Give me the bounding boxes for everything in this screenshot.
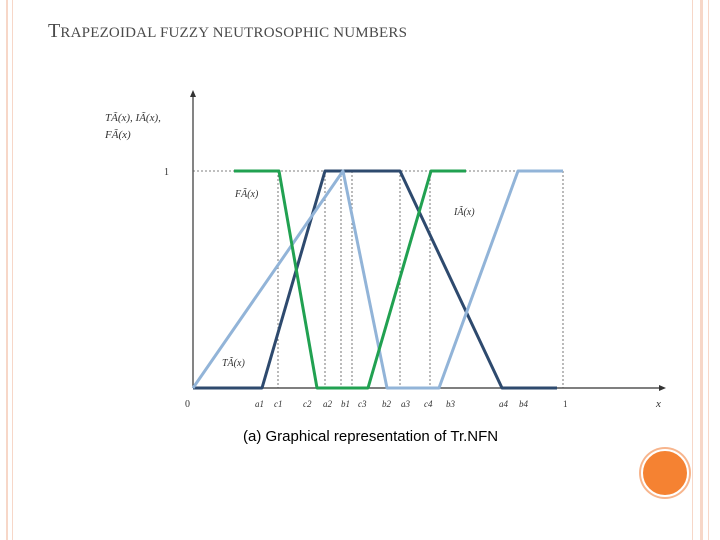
y-axis-label-line1: TÃ(x), IÃ(x), xyxy=(105,112,161,124)
truth-label: TÃ(x) xyxy=(222,358,245,369)
tick-a4: a4 xyxy=(499,399,508,409)
tick-a1: a1 xyxy=(255,399,264,409)
indeterminacy-label: IÃ(x) xyxy=(454,207,475,218)
falsity-label: FÃ(x) xyxy=(235,189,259,200)
tick-b1: b1 xyxy=(341,399,350,409)
truth-curve xyxy=(193,171,557,388)
tick-b4: b4 xyxy=(519,399,528,409)
slide-title-first-letter: T xyxy=(48,20,61,42)
tick-one: 1 xyxy=(563,399,568,409)
tick-a2: a2 xyxy=(323,399,332,409)
level-one-label: 1 xyxy=(164,167,169,178)
tick-b2: b2 xyxy=(382,399,391,409)
tick-a3: a3 xyxy=(401,399,410,409)
tick-c2: c2 xyxy=(303,399,312,409)
tick-b3: b3 xyxy=(446,399,455,409)
x-axis-arrow-icon xyxy=(659,385,666,391)
tick-c1: c1 xyxy=(274,399,283,409)
decorative-orange-circle xyxy=(641,449,689,497)
x-axis-label: x xyxy=(656,398,661,410)
x-tick-labels xyxy=(255,399,568,409)
tick-c4: c4 xyxy=(424,399,433,409)
tick-c3: c3 xyxy=(358,399,367,409)
figure-caption: (a) Graphical representation of Tr.NFN xyxy=(243,428,499,445)
origin-label: 0 xyxy=(185,399,190,410)
slide-title-rest: RAPEZOIDAL FUZZY NEUTROSOPHIC NUMBERS xyxy=(60,25,408,41)
y-axis-label-line2: FÃ(x) xyxy=(105,129,131,141)
y-axis-arrow-icon xyxy=(190,90,196,97)
